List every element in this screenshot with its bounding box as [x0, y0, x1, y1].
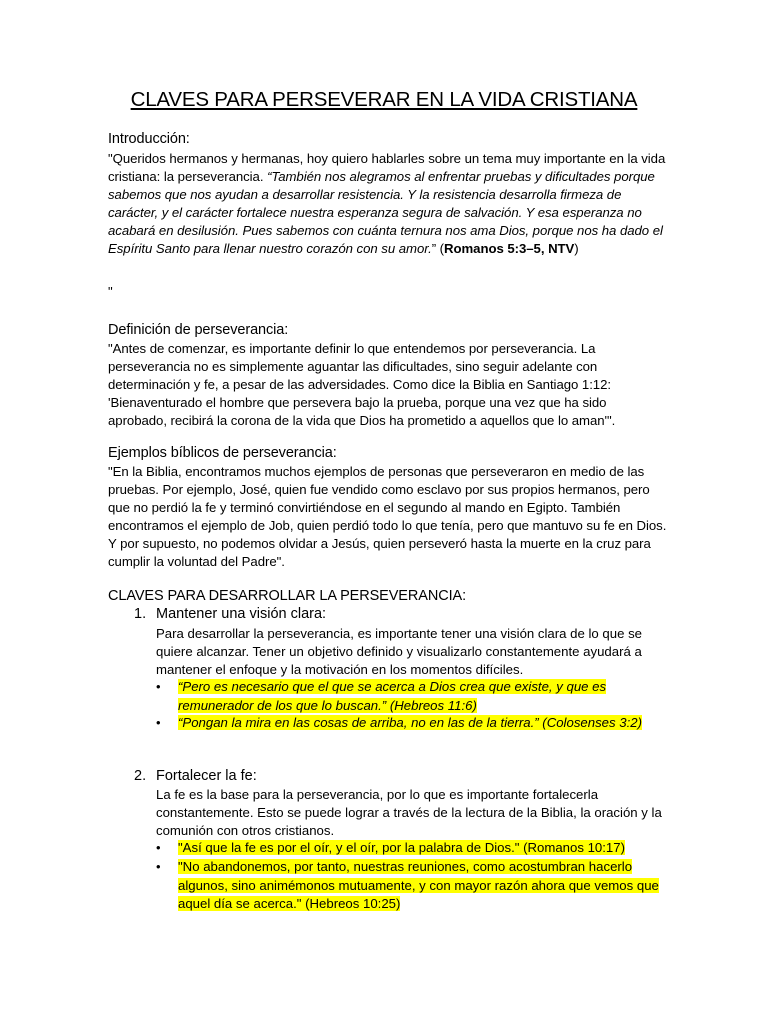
- definition-paragraph: "Antes de comenzar, es importante definir lo que entendemos por perseverancia. La perseverancia no es simplemente aguantar las dificultades, sino seguir adelante con determinación y fe, a pesar de las adversidades. Como dice la Biblia en Santiago 1:12: 'Bienaventurado el hombre que persevera bajo la prueba, porque una vez que ha sido aprobado, recibirá la corona de la vida que Dios ha prometido a aquellos que lo aman'".: [108, 341, 616, 428]
- key-item-1-label: Mantener una visión clara:: [156, 606, 327, 622]
- intro-stray-quote: ": [108, 284, 113, 299]
- key-item-2-bullet-2: [156, 858, 676, 914]
- examples-paragraph: "En la Biblia, encontramos muchos ejemplos de personas que perseveraron en medio de las pruebas. Por ejemplo, José, quien fue vendido como esclavo por sus propios hermanos, pero que no perdió la fe y terminó convirtiéndose en el segundo al mando en Egipto. También encontramos el ejemplo de Job, quien perdió todo lo que tenía, pero que mantuvo su fe en Dios. Y por supuesto, no podemos olvidar a Jesús, quien perseveró hasta la muerte en la cruz para cumplir la voluntad del Padre".: [108, 464, 667, 569]
- key-item-1-body: Para desarrollar la perseverancia, es importante tener una visión clara de lo que se quiere alcanzar. Tener un objetivo definido y visualizarlo constantemente ayudará a mantener el enfoque y la motivación en los momentos difíciles.: [156, 626, 643, 677]
- key-item-2-body: La fe es la base para la perseverancia, por lo que es importante fortalecerla constantemente. Esto se puede lograr a través de la lectura de la Biblia, la oración y la comunión con otros cristianos.: [156, 787, 662, 838]
- page-title: CLAVES PARA PERSEVERAR EN LA VIDA CRISTIANA: [130, 88, 638, 111]
- definition-heading: Definición de perseverancia:: [108, 322, 289, 338]
- bullet-text: “Pongan la mira en las cosas de arriba, no en las de la tierra.” (Colosenses 3:2): [178, 715, 642, 730]
- key-item-2-title: [134, 767, 674, 785]
- keys-heading: CLAVES PARA DESARROLLAR LA PERSEVERANCIA:: [108, 588, 466, 604]
- bullet-icon: •: [156, 859, 161, 874]
- intro-reference-close: ): [574, 241, 579, 256]
- bullet-text: "Así que la fe es por el oír, y el oír, por la palabra de Dios." (Romanos 10:17): [178, 840, 625, 855]
- examples-heading: Ejemplos bíblicos de perseverancia:: [108, 445, 337, 461]
- key-item-1-bullet-2: [156, 714, 676, 733]
- bullet-text: “Pero es necesario que el que se acerca a Dios crea que existe, y que es remunerador de los que lo buscan.” (Hebreos 11:6): [178, 679, 607, 713]
- key-item-1-title: [134, 605, 674, 623]
- intro-text: "Queridos hermanos y hermanas, hoy quiero hablarles sobre un tema muy importante en la vida cristiana: la perseverancia.: [108, 151, 666, 184]
- intro-reference: Romanos 5:3–5, NTV: [444, 241, 575, 256]
- key-item-1-bullet-1: [156, 678, 676, 715]
- key-item-2-label: Fortalecer la fe:: [156, 768, 257, 784]
- intro-paragraph: [108, 150, 668, 258]
- intro-quote-close: ” (: [431, 241, 445, 256]
- intro-quote-italic: “También nos alegramos al enfrentar pruebas y dificultades porque sabemos que nos ayudan a desarrollar resistencia. Y la resistencia desarrolla firmeza de carácter, y el carácter fortalece nuestra esperanza segura de salvación. Y esa esperanza no acabará en desilusión. Pues sabemos con cuánta ternura nos ama Dios, porque nos ha dado el Espíritu Santo para llenar nuestro corazón con su amor.: [108, 169, 663, 256]
- key-item-2-number: 2.: [134, 768, 147, 784]
- bullet-text: "No abandonemos, por tanto, nuestras reuniones, como acostumbran hacerlo algunos, sino animémonos mutuamente, y con mayor razón ahora que vemos que aquel día se acerca." (Hebreos 10:25): [178, 859, 659, 911]
- bullet-icon: •: [156, 679, 161, 694]
- intro-heading: Introducción:: [108, 131, 190, 147]
- key-item-1-number: 1.: [134, 606, 147, 622]
- bullet-icon: •: [156, 840, 161, 855]
- bullet-icon: •: [156, 715, 161, 730]
- key-item-2-bullet-1: [156, 839, 676, 858]
